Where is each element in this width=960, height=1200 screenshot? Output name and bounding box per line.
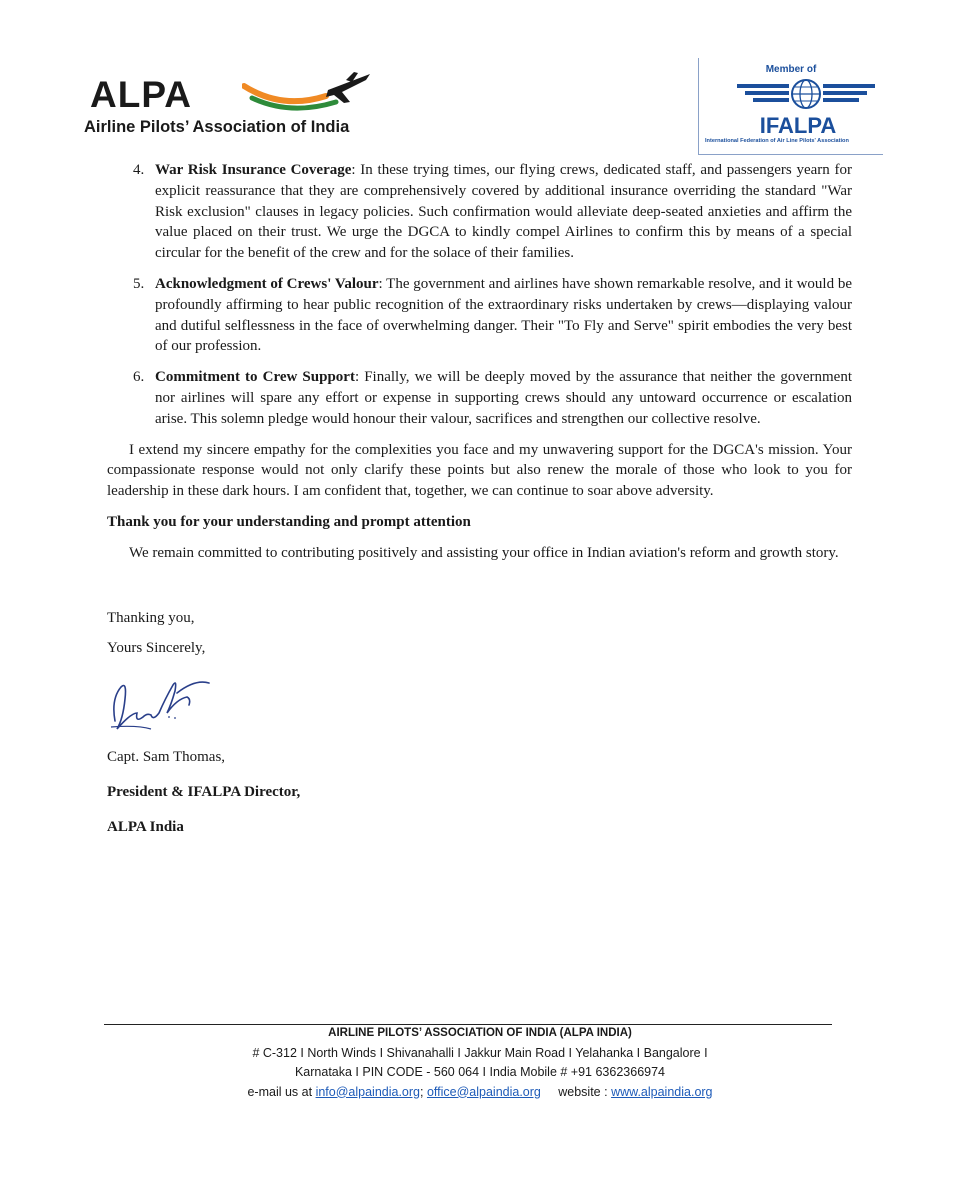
- item-title: War Risk Insurance Coverage: [155, 162, 352, 178]
- ifalpa-word: IFALPA: [759, 113, 837, 138]
- footer-address-line-2: Karnataka I PIN CODE - 560 064 I India Mobile # +91 6362366974: [294, 1065, 666, 1079]
- yours-sincerely-line: Yours Sincerely,: [107, 640, 206, 657]
- signatory-org: ALPA India: [107, 818, 184, 835]
- empathy-paragraph: I extend my sincere empathy for the complexities you face and my unwavering support for the DGCA's mission. Your compassionate response would not only clarify these points but also renew the morale of those who look to you for leadership in these dark hours. I am confident that, together, we can continue to soar above adversity.: [107, 441, 852, 500]
- email-separator: ;: [420, 1084, 427, 1099]
- item-number: 4.: [133, 162, 145, 178]
- office-email-link[interactable]: office@alpaindia.org: [426, 1084, 541, 1099]
- airplane-swoosh-icon: [242, 70, 372, 114]
- item-text: : Finally, we will be deeply moved by the assurance that neither the government nor airlines will spare any effort or expense in supporting crews should any untoward occurrence or escalation arise. This solemn pledge would honour their valour, sacrifices and strengthen our collective resolve.: [155, 369, 852, 427]
- item-title: Acknowledgment of Crews' Valour: [155, 275, 379, 292]
- handwritten-signature: [107, 669, 217, 739]
- list-item: [107, 160, 852, 264]
- item-text: : The government and airlines have shown remarkable resolve, and it would be profoundly affirming to hear public recognition of the extraordinary risks undertaken by crews—displaying valour and dutiful selflessness in the face of overwhelming danger. Their "To Fly and Serve" spirit embodies the very best of our profession.: [155, 275, 852, 355]
- member-of-label: Member of: [765, 64, 817, 75]
- signatory: [107, 747, 852, 837]
- email-prefix: e-mail us at: [247, 1084, 316, 1099]
- item-number: 5.: [133, 275, 145, 292]
- website-link[interactable]: www.alpaindia.org: [611, 1084, 713, 1099]
- footer-contact-line: [130, 1083, 830, 1103]
- thank-you-line: Thank you for your understanding and prompt attention: [107, 513, 471, 530]
- list-item: [107, 274, 852, 357]
- footer-address-line-1: # C-312 I North Winds I Shivanahalli I Jakkur Main Road I Yelahanka I Bangalore I: [252, 1045, 708, 1060]
- letter-body: [107, 160, 852, 852]
- item-number: 6.: [133, 369, 145, 386]
- item-text: : In these trying times, our flying crews, dedicated staff, and passengers yearn for explicit reassurance that they are comprehensively covered by additional insurance overriding the standard "War Risk exclusion" clauses in legacy policies. Such confirmation would alleviate deep-seated anxieties and affirm the value placed on their trust. We urge the DGCA to kindly compel Airlines to confirm this by means of a special circular for the benefit of the crew and for the solace of their families.: [155, 162, 852, 262]
- alpa-logo: [84, 68, 384, 140]
- website-label: website :: [540, 1084, 612, 1099]
- item-title: Commitment to Crew Support: [155, 369, 355, 386]
- signatory-name: Capt. Sam Thomas,: [107, 749, 226, 766]
- ifalpa-full-name: International Federation of Air Line Pilots' Association: [705, 138, 849, 144]
- ifalpa-membership-logo: [698, 58, 883, 155]
- info-email-link[interactable]: info@alpaindia.org: [315, 1084, 420, 1099]
- org-name: Airline Pilots’ Association of India: [84, 118, 350, 136]
- list-item: [107, 367, 852, 429]
- footer: [130, 1024, 830, 1102]
- alpa-logo-word: ALPA: [90, 74, 192, 115]
- closing: [107, 608, 852, 660]
- thanking-line: Thanking you,: [107, 609, 195, 626]
- ifalpa-wings-globe-icon: [733, 78, 879, 112]
- signatory-designation: President & IFALPA Director,: [107, 783, 301, 800]
- commitment-paragraph: We remain committed to contributing positively and assisting your office in Indian aviation's reform and growth story.: [129, 544, 839, 561]
- footer-title: AIRLINE PILOTS’ ASSOCIATION OF INDIA (ALPA INDIA): [328, 1027, 632, 1039]
